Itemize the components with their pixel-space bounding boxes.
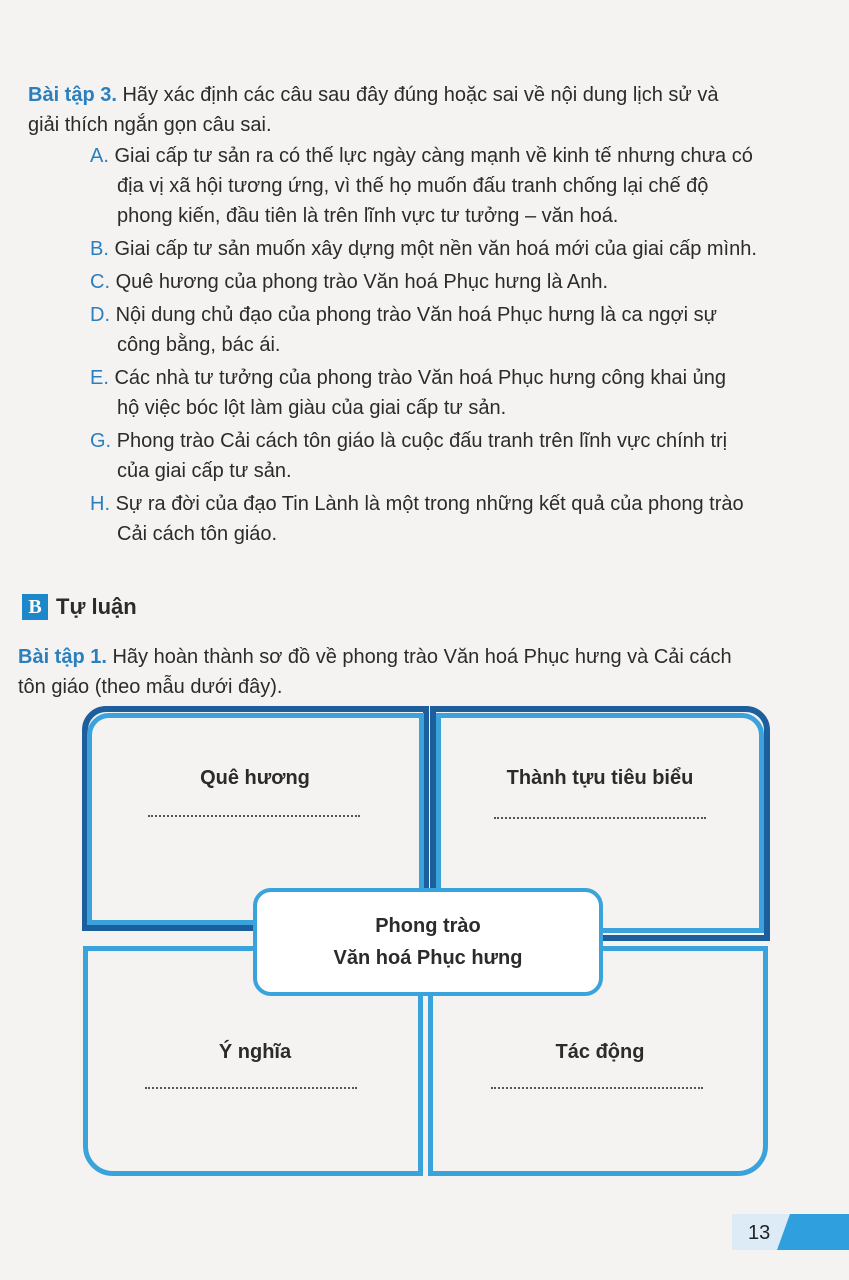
exercise-3-items bbox=[90, 141, 810, 549]
exercise-1-prompt bbox=[18, 642, 838, 672]
item-text: Phong trào Cải cách tôn giáo là cuộc đấu tranh trên lĩnh vực chính trị bbox=[116, 430, 728, 452]
section-badge: B bbox=[22, 594, 48, 620]
item-letter: C. bbox=[90, 271, 110, 293]
list-item bbox=[90, 234, 810, 264]
item-letter: A. bbox=[90, 145, 109, 167]
exercise-1-label: Bài tập 1. bbox=[18, 646, 107, 668]
exercise-3-prompt bbox=[28, 80, 828, 110]
bottom-right-answer-line[interactable] bbox=[491, 1087, 703, 1089]
item-letter: B. bbox=[90, 238, 109, 260]
bottom-left-label: Ý nghĩa bbox=[218, 1041, 292, 1063]
item-letter: E. bbox=[90, 367, 109, 389]
item-letter: G. bbox=[90, 430, 112, 452]
exercise-3-prompt-line2: giải thích ngắn gọn câu sai. bbox=[28, 114, 272, 136]
item-text: Quê hương của phong trào Văn hoá Phục hưng là Anh. bbox=[115, 271, 609, 293]
page-number: 13 bbox=[748, 1222, 771, 1244]
item-text: Giai cấp tư sản ra có thế lực ngày càng mạnh về kinh tế nhưng chưa có bbox=[114, 145, 753, 167]
item-text: Cải cách tôn giáo. bbox=[117, 523, 278, 545]
section-title: Tự luận bbox=[56, 594, 137, 619]
exercise-1-prompt-line1: Hãy hoàn thành sơ đồ về phong trào Văn hoá Phục hưng và Cải cách bbox=[112, 646, 732, 668]
top-left-label: Quê hương bbox=[200, 767, 310, 789]
center-line1: Phong trào bbox=[375, 915, 481, 937]
list-item bbox=[90, 141, 810, 171]
center-box bbox=[253, 888, 603, 996]
exercise-3-prompt-line1: Hãy xác định các câu sau đây đúng hoặc sai về nội dung lịch sử và bbox=[122, 84, 719, 106]
top-right-label: Thành tựu tiêu biểu bbox=[506, 767, 694, 789]
bottom-right-label: Tác động bbox=[555, 1041, 645, 1063]
item-letter: D. bbox=[90, 304, 110, 326]
section-b-heading bbox=[22, 594, 137, 620]
list-item bbox=[90, 300, 810, 330]
item-text: Nội dung chủ đạo của phong trào Văn hoá Phục hưng là ca ngợi sự bbox=[115, 304, 717, 326]
bottom-left-answer-line[interactable] bbox=[145, 1087, 357, 1089]
item-text: hộ việc bóc lột làm giàu của giai cấp tư sản. bbox=[117, 397, 507, 419]
item-text: phong kiến, đầu tiên là trên lĩnh vực tư tưởng – văn hoá. bbox=[117, 205, 619, 227]
item-text: công bằng, bác ái. bbox=[117, 334, 281, 356]
exercise-1-prompt-line2: tôn giáo (theo mẫu dưới đây). bbox=[18, 676, 283, 698]
item-text: của giai cấp tư sản. bbox=[117, 460, 292, 482]
item-text: địa vị xã hội tương ứng, vì thế họ muốn đấu tranh chống lại chế độ bbox=[117, 175, 709, 197]
list-item bbox=[90, 489, 810, 519]
top-right-answer-line[interactable] bbox=[494, 817, 706, 819]
center-line2: Văn hoá Phục hưng bbox=[333, 947, 523, 969]
item-text: Các nhà tư tưởng của phong trào Văn hoá Phục hưng công khai ủng bbox=[114, 367, 726, 389]
item-letter: H. bbox=[90, 493, 110, 515]
exercise-3-label: Bài tập 3. bbox=[28, 84, 117, 106]
list-item bbox=[90, 363, 810, 393]
list-item bbox=[90, 426, 810, 456]
list-item bbox=[90, 267, 810, 297]
item-text: Sự ra đời của đạo Tin Lành là một trong những kết quả của phong trào bbox=[115, 493, 744, 515]
item-text: Giai cấp tư sản muốn xây dựng một nền văn hoá mới của giai cấp mình. bbox=[114, 238, 757, 260]
top-left-answer-line[interactable] bbox=[148, 815, 360, 817]
